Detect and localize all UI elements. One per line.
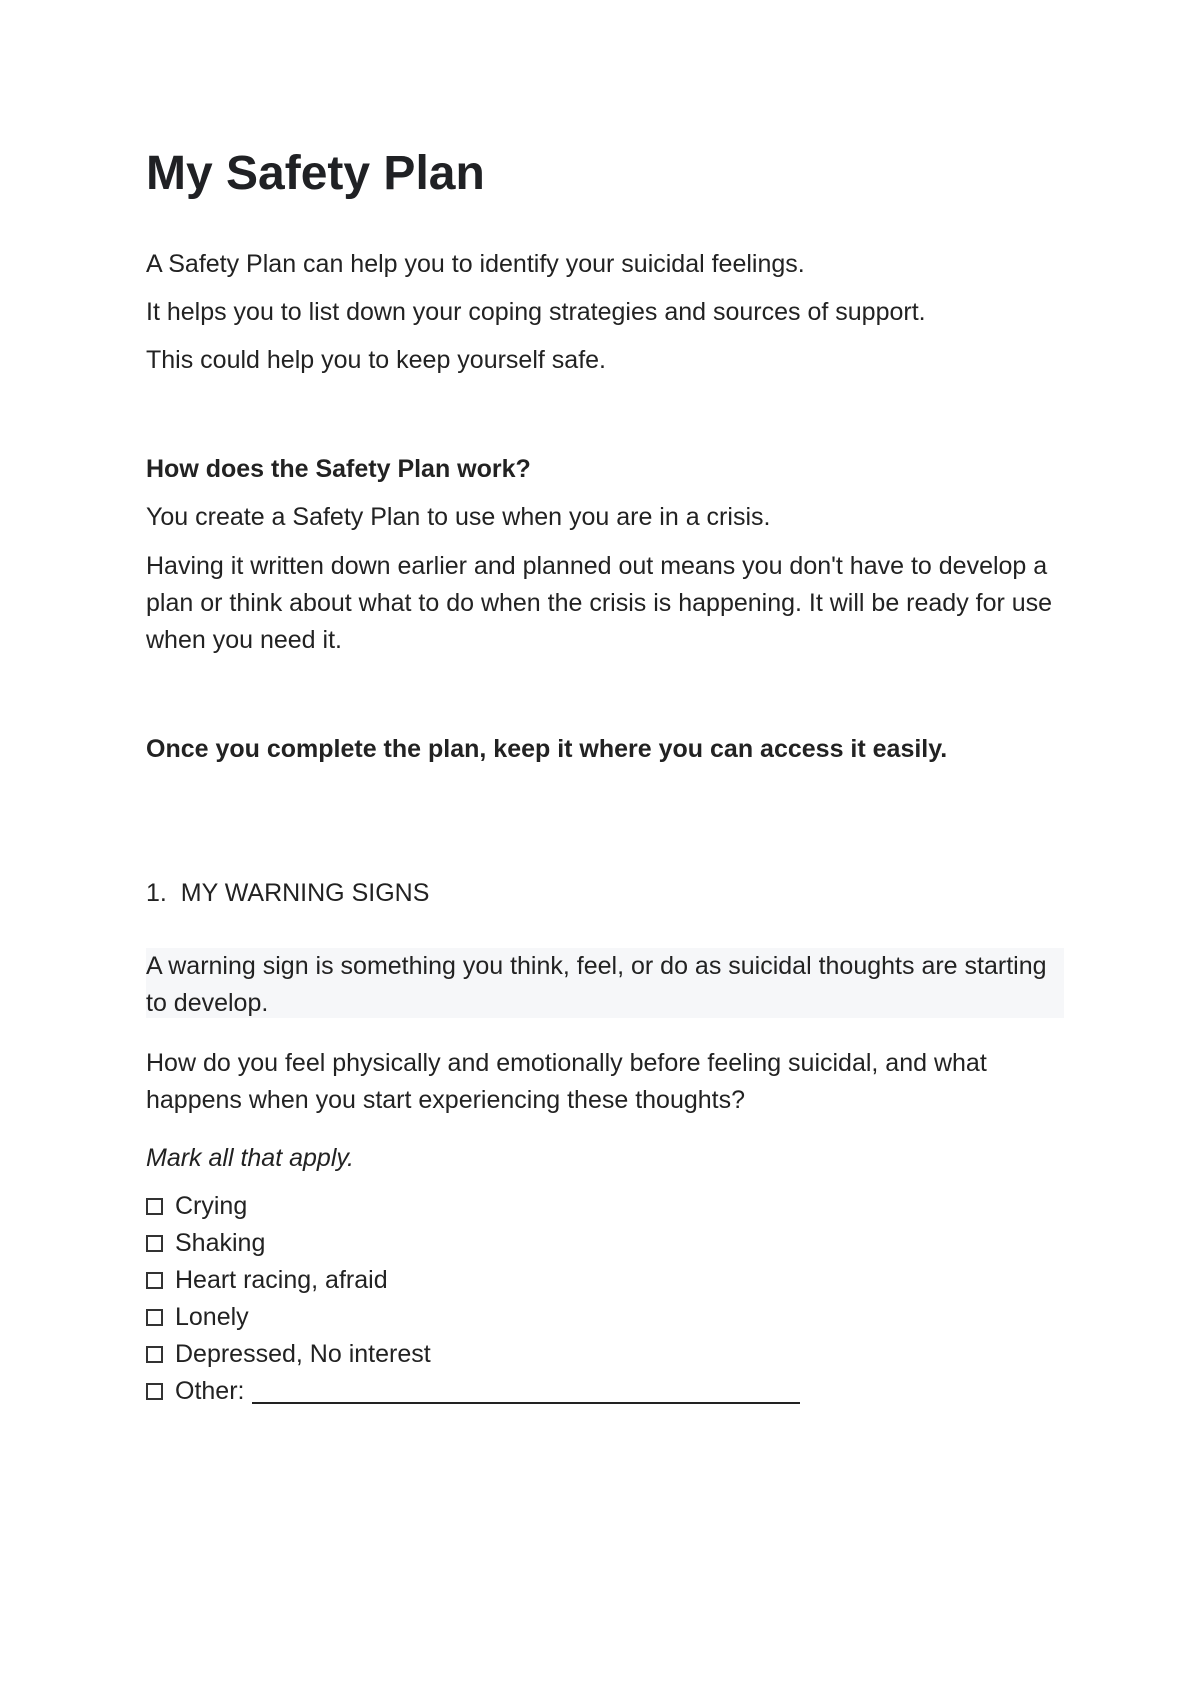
warning-signs-checklist	[146, 1188, 800, 1410]
checklist-label: Shaking	[175, 1229, 266, 1257]
intro-line-2: It helps you to list down your coping strategies and sources of support.	[146, 298, 926, 326]
checklist-item-shaking[interactable]	[146, 1225, 800, 1262]
checklist-item-other[interactable]	[146, 1373, 800, 1410]
instruction-text: Mark all that apply.	[146, 1144, 354, 1172]
reminder-text: Once you complete the plan, keep it where you can access it easily.	[146, 735, 948, 763]
checklist-label: Heart racing, afraid	[175, 1266, 388, 1294]
checkbox[interactable]	[146, 1346, 163, 1363]
intro-line-3: This could help you to keep yourself safe.	[146, 346, 606, 374]
intro-line-1: A Safety Plan can help you to identify your suicidal feelings.	[146, 250, 805, 278]
checkbox[interactable]	[146, 1235, 163, 1252]
checklist-item-depressed[interactable]	[146, 1336, 800, 1373]
warning-sign-definition: A warning sign is something you think, feel, or do as suicidal thoughts are starting to develop.	[146, 952, 1047, 1017]
checklist-item-lonely[interactable]	[146, 1299, 800, 1336]
other-fill-in-line[interactable]	[252, 1380, 800, 1404]
how-it-works-heading: How does the Safety Plan work?	[146, 455, 531, 483]
how-it-works-line: You create a Safety Plan to use when you are in a crisis.	[146, 503, 771, 531]
checkbox[interactable]	[146, 1272, 163, 1289]
how-it-works-paragraph: Having it written down earlier and planned out means you don't have to develop a plan or think about what to do when the crisis is happening. It will be ready for use when you need it.	[146, 552, 1053, 654]
checklist-label: Other:	[175, 1377, 245, 1405]
checklist-label: Crying	[175, 1192, 248, 1220]
checkbox[interactable]	[146, 1309, 163, 1326]
checklist-item-heart-racing[interactable]	[146, 1262, 800, 1299]
checklist-label: Lonely	[175, 1303, 249, 1331]
checkbox[interactable]	[146, 1198, 163, 1215]
warning-sign-question: How do you feel physically and emotionally before feeling suicidal, and what happens when you start experiencing these thoughts?	[146, 1049, 987, 1114]
checklist-item-crying[interactable]	[146, 1188, 800, 1225]
page-title: My Safety Plan	[146, 147, 485, 200]
checkbox[interactable]	[146, 1383, 163, 1400]
checklist-label: Depressed, No interest	[175, 1340, 431, 1368]
section-heading-warning-signs: 1. MY WARNING SIGNS	[146, 879, 430, 907]
